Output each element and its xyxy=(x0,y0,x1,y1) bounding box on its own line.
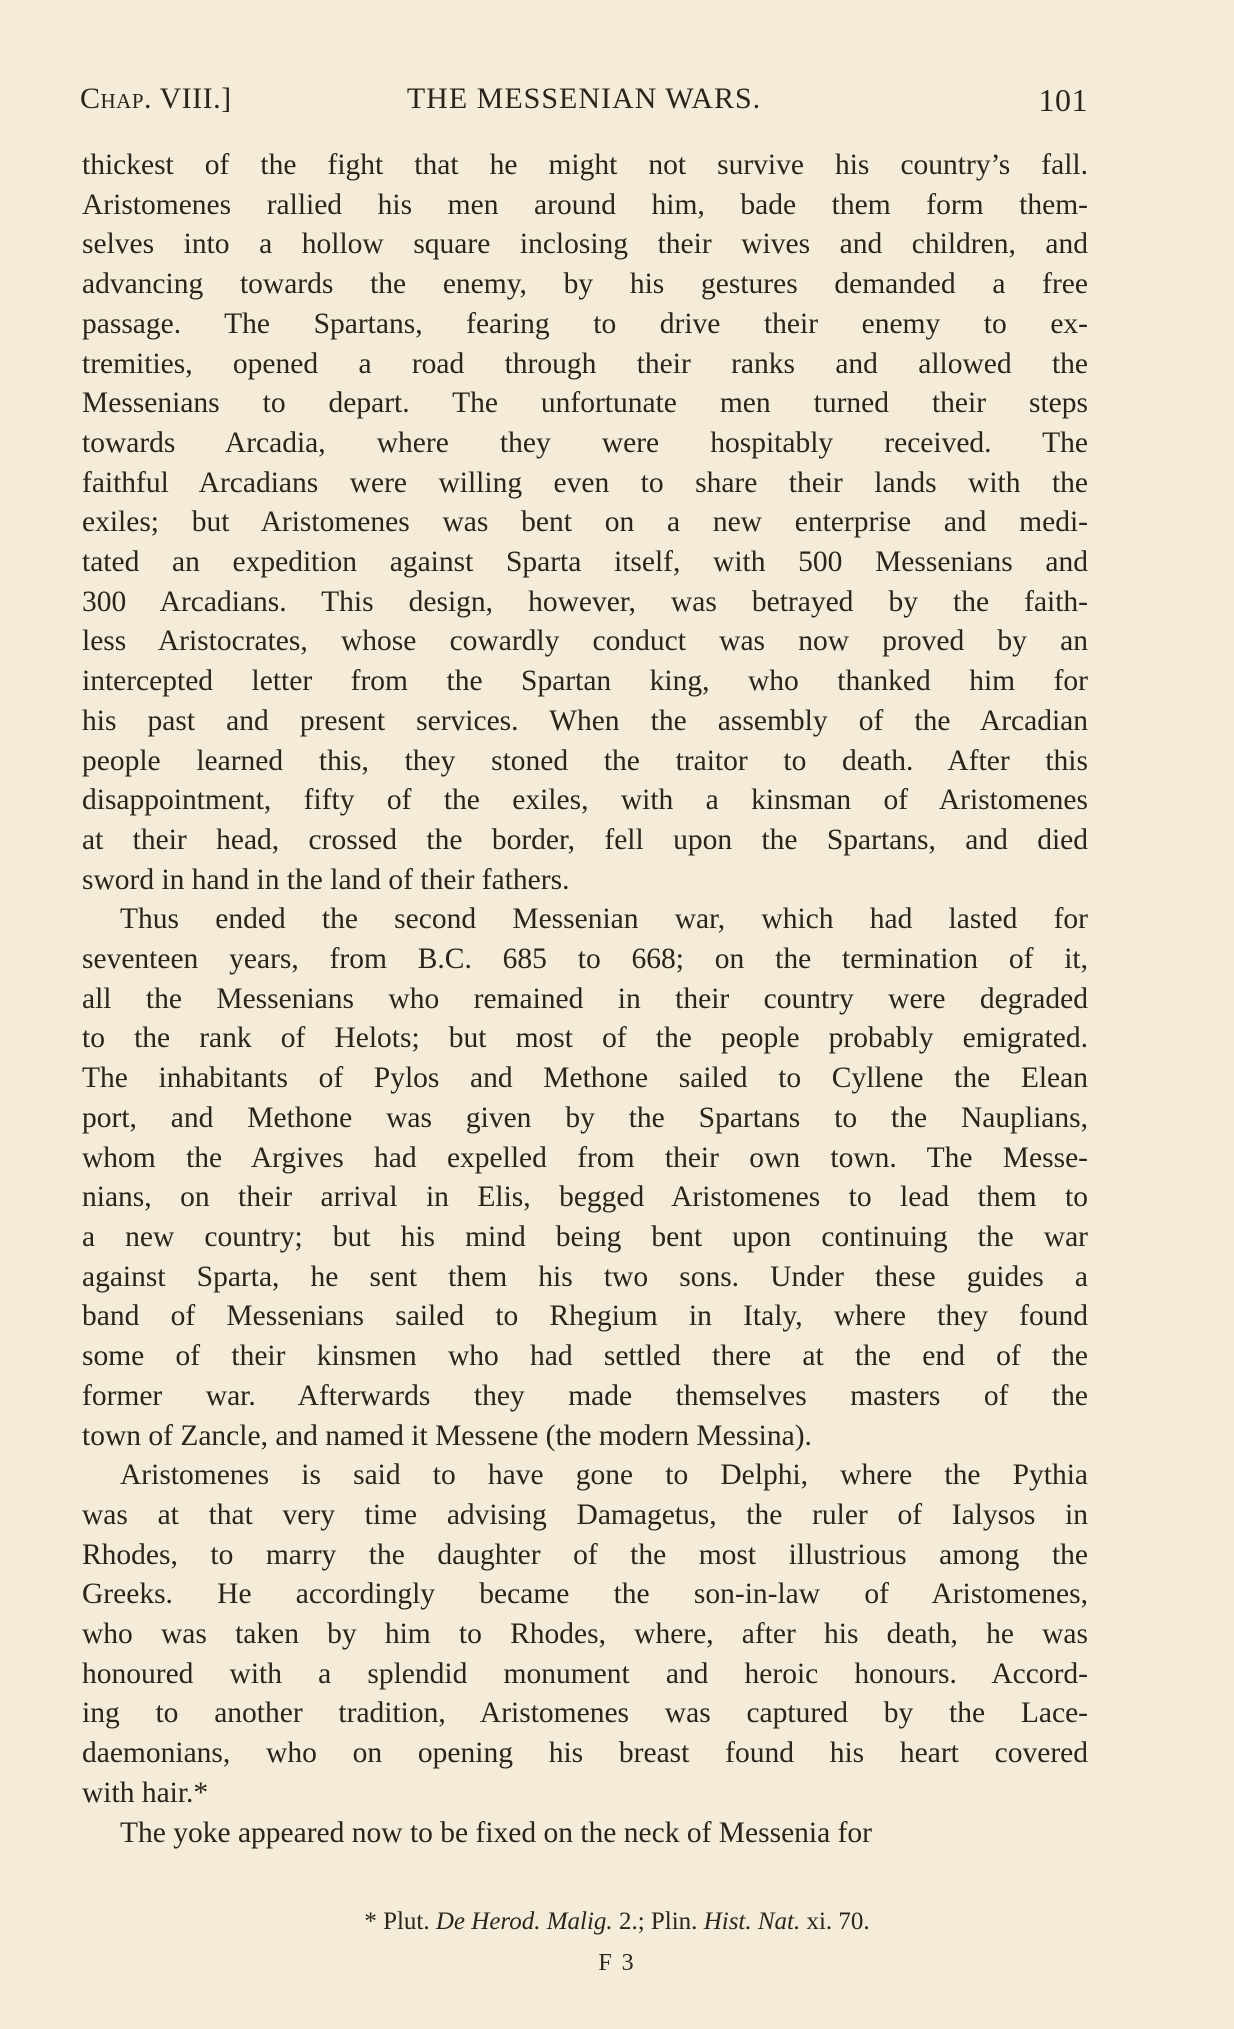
footnote-ref-1: 2.; Plin. xyxy=(618,1908,698,1935)
text-line: exiles; but Aristomenes was bent on a new enterprise and medi- xyxy=(82,506,1088,539)
text-line: Aristomenes rallied his men around him, bade them form them- xyxy=(82,188,1088,221)
text-line: thickest of the fight that he might not survive his country’s fall. xyxy=(82,149,1088,181)
text-line: some of their kinsmen who had settled there at the end of the xyxy=(82,1340,1088,1373)
body-text xyxy=(82,146,1088,1853)
text-line: honoured with a splendid monument and heroic honours. Accord- xyxy=(82,1657,1088,1690)
text-line: was at that very time advising Damagetus, the ruler of Ialysos in xyxy=(82,1498,1088,1531)
text-line: selves into a hollow square inclosing their wives and children, and xyxy=(82,228,1088,261)
paragraph xyxy=(82,146,1088,900)
text-line: disappointment, fifty of the exiles, with a kinsman of Aristomenes xyxy=(82,784,1088,817)
text-line: Thus ended the second Messenian war, which had lasted for xyxy=(120,903,1088,936)
text-line: The inhabitants of Pylos and Methone sailed to Cyllene the Elean xyxy=(82,1062,1088,1095)
text-line: a new country; but his mind being bent upon continuing the war xyxy=(82,1220,1088,1253)
text-line: faithful Arcadians were willing even to share their lands with the xyxy=(82,466,1088,499)
running-header xyxy=(80,82,1088,126)
footnote-text-1: Plut. xyxy=(383,1908,430,1935)
footnote-work-2: Hist. Nat. xyxy=(703,1908,801,1935)
text-line: nians, on their arrival in Elis, begged Aristomenes to lead them to xyxy=(82,1181,1088,1214)
text-line: to the rank of Helots; but most of the people probably emigrated. xyxy=(82,1022,1088,1055)
text-line: his past and present services. When the assembly of the Arcadian xyxy=(82,704,1088,737)
text-line: less Aristocrates, whose cowardly conduct was now proved by an xyxy=(82,625,1088,658)
text-line: Aristomenes is said to have gone to Delphi, where the Pythia xyxy=(120,1459,1088,1492)
text-line: tated an expedition against Sparta itself, with 500 Messenians and xyxy=(82,546,1088,579)
footnote-marker: * xyxy=(364,1908,377,1935)
paragraph xyxy=(82,900,1088,1456)
text-line: seventeen years, from B.C. 685 to 668; on the termination of it, xyxy=(82,943,1088,976)
text-line: port, and Methone was given by the Spartans to the Nauplians, xyxy=(82,1101,1088,1134)
text-line: Greeks. He accordingly became the son-in-law of Aristomenes, xyxy=(82,1578,1088,1611)
text-line: intercepted letter from the Spartan king, who thanked him for xyxy=(82,665,1088,698)
text-line: with hair.* xyxy=(82,1776,209,1809)
text-line: band of Messenians sailed to Rhegium in Italy, where they found xyxy=(82,1300,1088,1333)
text-line: advancing towards the enemy, by his gestures demanded a free xyxy=(82,268,1088,301)
text-line: former war. Afterwards they made themselves masters of the xyxy=(82,1379,1088,1412)
text-line: at their head, crossed the border, fell upon the Spartans, and died xyxy=(82,823,1088,856)
text-line: sword in hand in the land of their fathers. xyxy=(82,863,570,896)
text-line: Messenians to depart. The unfortunate men turned their steps xyxy=(82,387,1088,420)
text-line: Rhodes, to marry the daughter of the most illustrious among the xyxy=(82,1538,1088,1571)
text-line: all the Messenians who remained in their country were degraded xyxy=(82,982,1088,1015)
text-line: whom the Argives had expelled from their own town. The Messe- xyxy=(82,1141,1088,1174)
text-line: who was taken by him to Rhodes, where, after his death, he was xyxy=(82,1618,1088,1651)
chapter-label: Chap. VIII.] xyxy=(80,82,232,115)
footnote-ref-2: xi. 70. xyxy=(806,1908,870,1935)
text-line: town of Zancle, and named it Messene (the modern Messina). xyxy=(82,1419,812,1452)
paragraph xyxy=(82,1814,1088,1854)
footnote xyxy=(0,1908,1234,1936)
text-line: people learned this, they stoned the traitor to death. After this xyxy=(82,744,1088,777)
page-number: 101 xyxy=(1038,82,1088,118)
text-line: ing to another tradition, Aristomenes was captured by the Lace- xyxy=(82,1697,1088,1730)
page-title: THE MESSENIAN WARS. xyxy=(406,82,762,115)
signature-mark: F 3 xyxy=(598,1950,636,1976)
text-line: daemonians, who on opening his breast found his heart covered xyxy=(82,1737,1088,1770)
text-line: towards Arcadia, where they were hospitably received. The xyxy=(82,426,1088,459)
paragraph xyxy=(82,1456,1088,1813)
text-line: tremities, opened a road through their ranks and allowed the xyxy=(82,347,1088,380)
text-line: passage. The Spartans, fearing to drive their enemy to ex- xyxy=(82,307,1088,340)
text-line: against Sparta, he sent them his two sons. Under these guides a xyxy=(82,1260,1088,1293)
text-line: The yoke appeared now to be fixed on the neck of Messenia for xyxy=(120,1816,872,1849)
text-line: 300 Arcadians. This design, however, was betrayed by the faith- xyxy=(82,585,1088,618)
footnote-work-1: De Herod. Malig. xyxy=(435,1908,613,1935)
